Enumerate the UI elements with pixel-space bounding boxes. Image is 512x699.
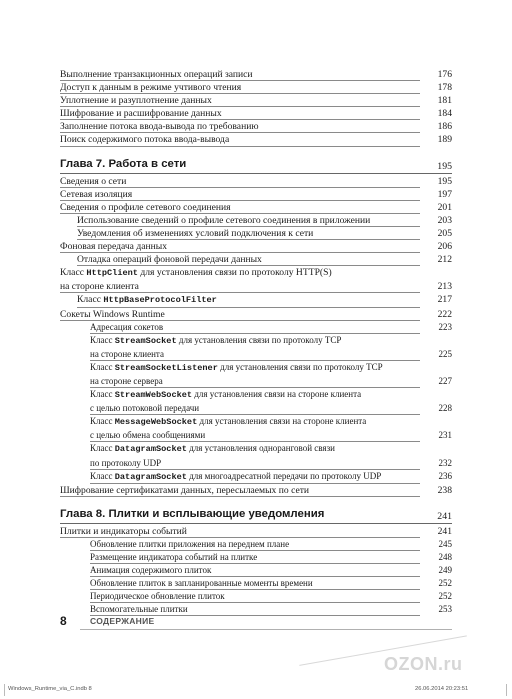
toc-page-number: 223 [438,321,452,332]
entry-text: Обновление плиток в запланированные моменты времени [90,578,313,589]
entry-text-suffix: для установления связи на стороне клиента [197,416,367,427]
toc-entry [60,201,452,214]
entry-text: Размещение индикатора событий на плитке [90,552,258,562]
toc-entry [60,525,452,538]
toc-entry [60,308,452,321]
toc-page-number: 238 [437,484,452,496]
chapter-rule [60,523,452,524]
entry-code-name: DatagramSocket [114,471,187,482]
entry-text: Выполнение транзакционных операций записи [60,69,253,80]
page-number: 8 [60,614,67,628]
entry-text-continuation: с целью обмена сообщениями [90,430,206,441]
entry-text-suffix: для установления связи по протоколу TCP [176,334,342,345]
entry-text-suffix: для многоадресатной передачи по протоколу UDP [186,470,382,481]
entry-text: Доступ к данным в режиме учтивого чтения [60,82,242,94]
toc-entry [60,68,452,81]
entry-text: Периодическое обновление плиток [90,591,225,602]
toc-page-number: 252 [438,591,452,602]
entry-text: Уведомления об изменениях условий подключения к сети [77,227,314,239]
toc-entry [60,321,452,334]
toc-entry [60,551,452,564]
entry-text-prefix: Класс [90,361,115,372]
toc-entry [60,361,452,388]
toc-entry [60,214,452,227]
toc-entry [60,133,452,146]
crop-mark-right [506,684,507,696]
entry-text-prefix: Класс [90,416,115,427]
chapter-page-number: 241 [437,510,452,522]
entry-text: Адресация сокетов [90,321,164,332]
entry-code-name: HttpClient [86,268,138,279]
toc-entry [60,470,452,484]
entry-text-prefix: Класс [90,334,115,345]
entry-text: Уплотнение и разуплотнение данных [60,95,212,107]
toc-entry [60,240,452,253]
toc-page-number: 217 [437,294,452,306]
toc-entry [60,120,452,133]
entry-text-suffix: для установления связи на стороне клиента [192,389,362,400]
toc-page-number: 222 [437,308,452,320]
entry-text: Вспомогательные плитки [90,604,188,615]
entry-text-continuation: на стороне клиента [90,348,164,359]
entry-code-name: StreamSocket [114,335,177,346]
toc-page-number: 225 [438,348,452,359]
toc-page-number: 184 [437,108,452,120]
entry-text-continuation: на стороне клиента [60,281,139,293]
toc-entry [60,442,452,469]
toc-entry [60,334,452,361]
toc-page-number: 201 [437,201,452,213]
toc-page-number: 245 [438,538,452,549]
entry-text-continuation: на стороне сервера [90,375,163,386]
print-slug-timestamp: 26.06.2014 20:23:51 [415,686,469,692]
entry-text: Шифрование и расшифрование данных [60,108,222,120]
entry-text-prefix: Класс [90,443,115,454]
chapter-title: Глава 8. Плитки и всплывающие уведомления [60,507,325,520]
toc-entry [60,293,452,307]
entry-text: Плитки и индикаторы событий [60,525,187,537]
entry-rule [60,146,420,147]
toc-entry [60,266,452,293]
toc-page-number: 213 [437,281,452,293]
toc-entry-title [90,442,420,469]
toc-page-number: 253 [438,604,452,615]
toc-entry-title [60,266,420,293]
toc-entry-title [90,415,420,442]
entry-code-name: DatagramSocket [114,444,187,455]
crop-mark-left [4,684,5,696]
toc-page-number: 189 [437,134,452,146]
chapter-rule [60,173,452,174]
toc-entry [60,415,452,442]
entry-code-name: HttpBaseProtocolFilter [103,295,217,306]
entry-text-continuation: по протоколу UDP [90,457,162,468]
entry-code-name: StreamWebSocket [114,390,193,401]
entry-rule [60,496,420,497]
toc-page-number: 232 [438,457,452,468]
chapter-title: Глава 7. Работа в сети [60,157,187,170]
chapter-heading [60,507,452,524]
toc-page-number: 227 [438,375,452,386]
toc-page-number: 203 [437,214,452,226]
toc-page-number: 212 [437,254,452,266]
toc-page-number: 228 [438,403,452,414]
toc-page-number: 231 [438,430,452,441]
entry-code-name: StreamSocketListener [114,362,218,373]
entry-text-prefix: Класс [90,389,115,400]
toc-entry-title [90,470,420,484]
entry-text: Анимация содержимого плиток [90,565,212,576]
footer-rule [80,629,452,630]
toc-page-number: 178 [437,82,452,94]
watermark-logo: OZON.ru [384,654,463,674]
toc-page-number: 197 [437,188,452,200]
toc-page-number: 181 [437,95,452,107]
entry-text: Сведения о профиле сетевого соединения [60,201,231,213]
toc-entry [60,577,452,590]
entry-text-suffix: для установления связи по протоколу TCP [217,361,383,372]
toc-page-number: 205 [437,227,452,239]
toc-entry [60,388,452,415]
entry-text: Отладка операций фоновой передачи данных [77,254,262,266]
toc-entry-title [90,388,420,415]
toc-entry-title [90,361,420,388]
toc-entry [60,81,452,94]
toc-entry-title [77,293,420,307]
entry-text: Сведения о сети [60,175,127,187]
entry-text-suffix: для установления одноранговой связи [186,443,335,454]
entry-code-name: MessageWebSocket [114,417,198,428]
toc-page-number: 249 [438,565,452,576]
chapter-heading [60,157,452,174]
toc-page-number: 241 [437,525,452,537]
toc-page-number: 206 [437,241,452,253]
toc-page-number: 195 [437,175,452,187]
entry-text: Фоновая передача данных [60,241,167,253]
toc-entry [60,564,452,577]
entry-text: Шифрование сертификатами данных, пересылаемых по сети [60,484,310,496]
toc-entry [60,227,452,240]
entry-text: Использование сведений о профиле сетевого соединения в приложении [77,214,371,226]
page-footer [60,614,452,628]
toc-entry [60,590,452,603]
toc-entry [60,538,452,551]
toc-page-number: 176 [437,69,452,80]
toc-entry [60,175,452,188]
entry-text-suffix: для установления связи по протоколу HTTP(S) [137,267,332,279]
toc-entry [60,94,452,107]
entry-text: Заполнение потока ввода-вывода по требованию [60,121,259,133]
toc-page-number: 248 [438,552,452,562]
entry-text: Обновление плитки приложения на переднем плане [90,538,290,549]
chapter-page-number: 195 [437,160,452,172]
toc-entry-title [90,334,420,361]
toc-entry [60,188,452,201]
toc-page-number: 252 [438,578,452,589]
print-slug-filename: Windows_Runtime_via_C.indb 8 [8,686,92,692]
entry-text-prefix: Класс [90,470,115,481]
entry-text-prefix: Класс [77,294,104,306]
toc-entry [60,253,452,266]
toc-page-number: 236 [438,470,452,481]
toc-entry [60,484,452,497]
entry-text-prefix: Класс [60,267,87,279]
ozon-watermark [300,636,500,696]
toc-entry [60,107,452,120]
running-footer-title: СОДЕРЖАНИЕ [90,616,155,626]
toc-page-number: 186 [437,121,452,133]
entry-text: Сетевая изоляция [60,188,133,200]
entry-text: Сокеты Windows Runtime [60,308,165,320]
table-of-contents [60,68,452,616]
entry-text: Поиск содержимого потока ввода-вывода [60,134,230,146]
entry-text-continuation: с целью потоковой передачи [90,403,200,414]
